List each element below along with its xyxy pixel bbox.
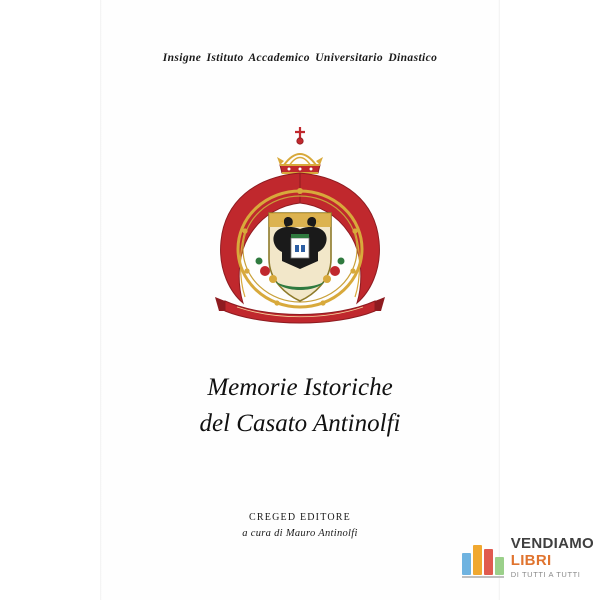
watermark-line-3: DI TUTTI A TUTTI [510, 569, 581, 579]
tower-charge [291, 234, 309, 258]
watermark-line-2: LIBRI [510, 551, 552, 569]
book-bar-green [495, 557, 504, 575]
publisher-block [100, 512, 500, 539]
editor-credit: a cura di Mauro Antinolfi [242, 528, 358, 539]
crown-group [277, 127, 323, 173]
watermark-text [511, 536, 594, 579]
books-logo-icon [462, 539, 504, 575]
book-bar-red [484, 549, 493, 575]
title-line-1: Memorie Istoriche [207, 374, 393, 401]
vendiamolibri-watermark [462, 536, 594, 579]
book-title [100, 370, 500, 443]
crest-container [100, 118, 500, 328]
watermark-line-1: VENDIAMO [510, 534, 594, 552]
publisher-name: CREGED EDITORE [249, 512, 351, 523]
book-bar-blue [462, 553, 471, 575]
book-bar-orange [473, 545, 482, 575]
cover-sheet [100, 0, 500, 600]
institute-heading: Insigne Istituto Accademico Universitario Dinastico [162, 52, 438, 64]
shelf-line [462, 576, 504, 578]
title-line-2: del Casato Antinolfi [199, 410, 401, 438]
coat-of-arms-crest-icon [185, 121, 415, 326]
shield-group [269, 213, 331, 301]
